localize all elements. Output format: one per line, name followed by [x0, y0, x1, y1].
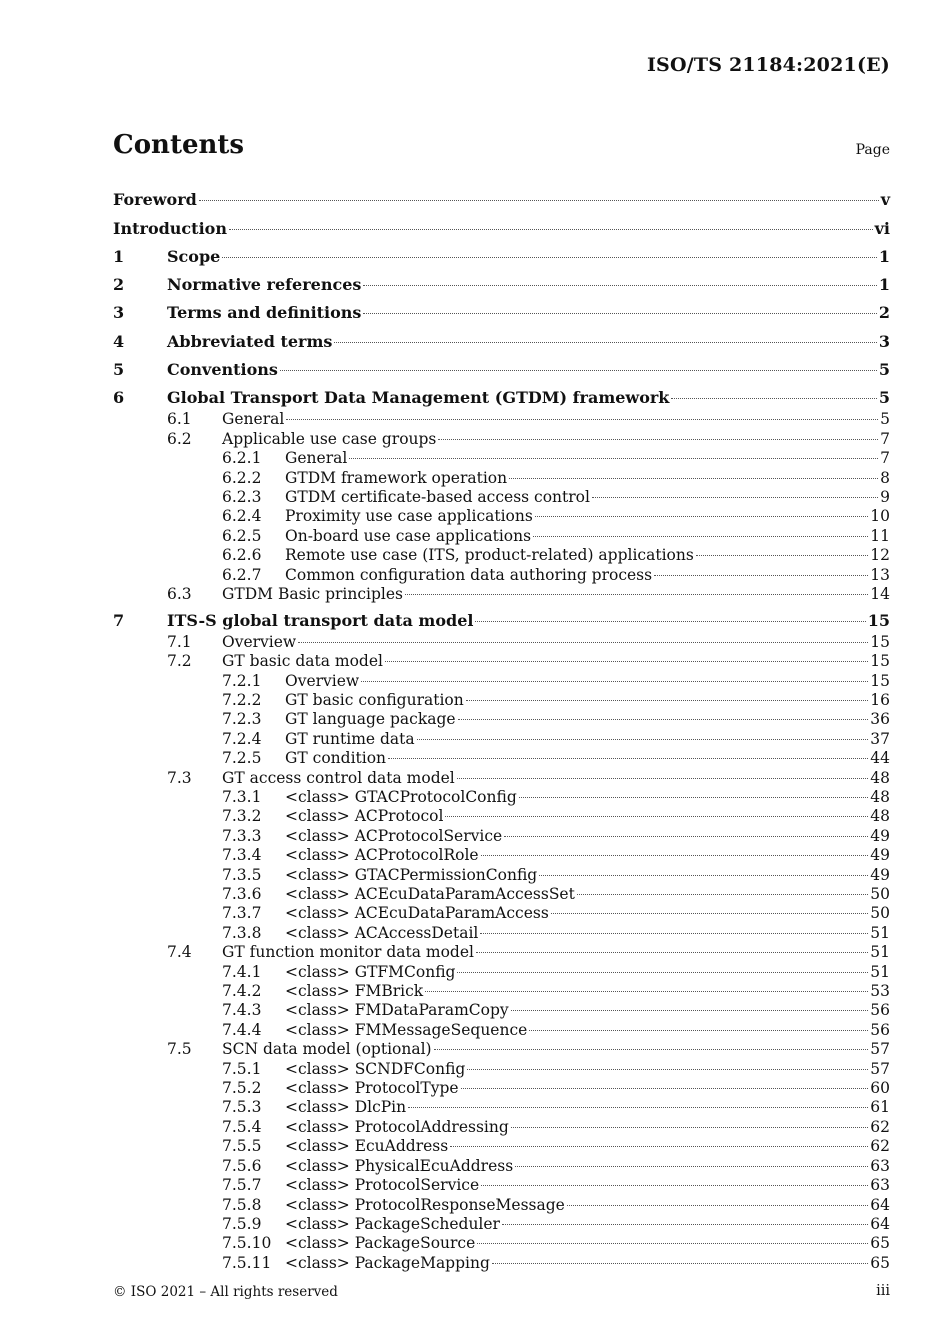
dot-leader	[476, 952, 868, 953]
toc-entry-title: <class> ACProtocolRole	[285, 846, 479, 865]
dot-leader	[349, 458, 878, 459]
dot-leader	[481, 1185, 868, 1186]
toc-entry-page: 44	[870, 749, 890, 768]
toc-entry-title: ITS-S global transport data model	[167, 610, 474, 630]
toc-entry-number: 2	[113, 275, 125, 295]
toc-entry-page: 5	[878, 388, 890, 408]
toc-entry[interactable]	[113, 1001, 890, 1020]
toc-entry-title: GTDM certificate-based access control	[285, 488, 590, 506]
toc-entry-page: 57	[870, 1040, 890, 1059]
toc-entry[interactable]	[113, 1021, 890, 1040]
toc-entry-title: GT function monitor data model	[222, 943, 474, 962]
toc-entry-page: 7	[880, 429, 890, 448]
toc-entry-title: <class> ACEcuDataParamAccess	[285, 904, 549, 923]
copyright-notice: © ISO 2021 – All rights reserved	[113, 1284, 338, 1300]
toc-entry-page: 57	[870, 1059, 890, 1078]
toc-entry-title: <class> PhysicalEcuAddress	[285, 1156, 514, 1175]
toc-entry-page: 16	[870, 690, 890, 709]
toc-entry[interactable]	[113, 1176, 890, 1195]
toc-entry-title: GTDM framework operation	[285, 468, 508, 487]
toc-entry-number: 7.2.3	[222, 710, 262, 729]
toc-entry[interactable]	[113, 691, 890, 710]
dot-leader	[577, 894, 868, 895]
toc-entry-page: 61	[870, 1098, 890, 1117]
dot-leader	[199, 200, 879, 201]
toc-entry-number: 7.3.8	[222, 923, 262, 942]
toc-entry[interactable]	[113, 633, 890, 652]
contents-heading: Contents	[113, 130, 245, 160]
toc-entry-title: Scope	[167, 246, 221, 266]
dot-leader	[535, 516, 868, 517]
toc-entry-page: 56	[870, 1001, 890, 1020]
toc-entry-title: Remote use case (ITS, product-related) applications	[285, 546, 694, 565]
toc-entry[interactable]	[113, 386, 890, 410]
toc-entry-title: <class> FMDataParamCopy	[285, 1001, 509, 1020]
toc-entry-title: GTDM Basic principles	[222, 585, 404, 604]
toc-entry[interactable]	[113, 1118, 890, 1137]
toc-entry-page: 62	[870, 1117, 890, 1136]
toc-entry-number: 1	[113, 246, 125, 266]
toc-entry[interactable]	[113, 188, 890, 212]
toc-entry-title: <class> PackageSource	[285, 1234, 476, 1253]
dot-leader	[461, 1088, 869, 1089]
toc-entry-page: 15	[870, 652, 890, 671]
toc-entry-number: 7.5	[167, 1040, 192, 1059]
toc-entry[interactable]	[113, 245, 890, 269]
toc-entry-number: 6	[113, 388, 125, 408]
toc-entry-number: 6.1	[167, 410, 192, 429]
toc-entry-title: <class> SCNDFConfig	[285, 1059, 466, 1078]
toc-entry-number: 7.1	[167, 632, 192, 651]
toc-entry[interactable]	[113, 585, 890, 604]
dot-leader	[438, 439, 878, 440]
toc-entry-page: 11	[870, 526, 890, 545]
toc-entry-title: SCN data model (optional)	[222, 1040, 432, 1059]
toc-entry-title: GT runtime data	[285, 729, 415, 748]
toc-entry-page: 65	[870, 1234, 890, 1253]
dot-leader	[492, 1263, 868, 1264]
toc-entry-number: 7.3.7	[222, 904, 262, 923]
toc-entry[interactable]	[113, 566, 890, 585]
dot-leader	[445, 816, 868, 817]
toc-entry-title: GT basic data model	[222, 652, 383, 671]
toc-entry-title: <class> PackageMapping	[285, 1253, 490, 1272]
dot-leader	[408, 1107, 868, 1108]
toc-entry-title: <class> GTFMConfig	[285, 962, 456, 981]
toc-entry-page: 15	[867, 610, 890, 630]
toc-entry-number: 7.5.1	[222, 1059, 262, 1078]
toc-entry-title: General	[285, 449, 348, 468]
toc-entry[interactable]	[113, 1234, 890, 1253]
toc-entry-title: Normative references	[167, 275, 362, 295]
toc-entry-number: 7.3.6	[222, 885, 262, 904]
dot-leader	[539, 875, 868, 876]
dot-leader	[515, 1166, 868, 1167]
toc-entry-page: 15	[870, 671, 890, 690]
toc-entry-number: 6.2	[167, 429, 192, 448]
toc-entry-number: 7.2.4	[222, 729, 262, 748]
toc-entry-number: 7.4.3	[222, 1001, 262, 1020]
toc-entry-number: 7.5.4	[222, 1117, 262, 1136]
toc-entry[interactable]	[113, 273, 890, 297]
toc-entry-number: 7.3	[167, 768, 192, 787]
toc-entry-page: 7	[880, 449, 890, 468]
toc-entry-number: 7.5.8	[222, 1195, 262, 1214]
toc-entry-page: 5	[880, 410, 890, 429]
dot-leader	[417, 739, 869, 740]
toc-entry[interactable]	[113, 1196, 890, 1215]
toc-entry[interactable]	[113, 730, 890, 749]
toc-entry-title: Abbreviated terms	[167, 331, 333, 351]
toc-entry[interactable]	[113, 1157, 890, 1176]
toc-entry-page: 64	[870, 1214, 890, 1233]
dot-leader	[551, 913, 868, 914]
dot-leader	[334, 342, 876, 343]
dot-leader	[467, 1069, 868, 1070]
toc-entry-number: 7.5.3	[222, 1098, 262, 1117]
toc-entry-page: 48	[870, 807, 890, 826]
toc-entry-title: GT condition	[285, 749, 387, 768]
toc-entry-title: Common configuration data authoring process	[285, 565, 653, 584]
toc-entry[interactable]	[113, 652, 890, 671]
toc-entry-page: 3	[878, 331, 890, 351]
toc-entry[interactable]	[113, 1079, 890, 1098]
dot-leader	[363, 285, 876, 286]
toc-entry-number: 6.2.7	[222, 565, 262, 584]
toc-entry-page: 48	[870, 768, 890, 787]
toc-entry[interactable]	[113, 710, 890, 729]
toc-entry-page: 12	[870, 546, 890, 565]
toc-entry-number: 6.3	[167, 585, 192, 604]
toc-entry-number: 6.2.2	[222, 468, 262, 487]
toc-entry-number: 7.5.11	[222, 1253, 272, 1272]
toc-entry[interactable]	[113, 885, 890, 904]
toc-entry-number: 7.3.5	[222, 865, 262, 884]
toc-entry-title: <class> ACEcuDataParamAccessSet	[285, 885, 575, 904]
toc-entry[interactable]	[113, 788, 890, 807]
toc-entry-page: 1	[878, 275, 890, 295]
toc-entry-title: <class> PackageScheduler	[285, 1214, 500, 1233]
toc-entry-page: 37	[870, 729, 890, 748]
toc-entry-title: Overview	[222, 632, 297, 651]
dot-leader	[457, 778, 869, 779]
toc-entry-title: <class> ACAccessDetail	[285, 923, 479, 942]
toc-entry-page: vi	[874, 218, 890, 238]
toc-entry-page: 13	[870, 565, 890, 584]
dot-leader	[457, 972, 868, 973]
toc-entry-number: 7.5.5	[222, 1137, 262, 1156]
toc-entry-number: 7.2.5	[222, 749, 262, 768]
toc-entry-number: 7.3.2	[222, 807, 262, 826]
dot-leader	[519, 797, 869, 798]
dot-leader	[511, 1010, 869, 1011]
toc-entry[interactable]	[113, 924, 890, 943]
toc-entry-number: 4	[113, 331, 125, 351]
dot-leader	[671, 398, 876, 399]
toc-entry-page: 51	[870, 943, 890, 962]
toc-entry-title: <class> ACProtocolService	[285, 826, 503, 845]
dot-leader	[509, 478, 878, 479]
toc-entry-page: 53	[870, 982, 890, 1001]
toc-entry-number: 6.2.1	[222, 449, 262, 468]
toc-entry[interactable]	[113, 904, 890, 923]
toc-entry[interactable]	[113, 1137, 890, 1156]
toc-entry-title: Introduction	[113, 218, 227, 238]
toc-entry-title: On-board use case applications	[285, 526, 532, 545]
toc-entry[interactable]	[113, 846, 890, 865]
toc-entry[interactable]	[113, 488, 890, 507]
toc-entry-number: 5	[113, 360, 125, 380]
dot-leader	[450, 1146, 868, 1147]
footer-page-number: iii	[876, 1283, 890, 1299]
toc-entry-page: 50	[870, 885, 890, 904]
dot-leader	[533, 536, 868, 537]
toc-entry-title: <class> FMBrick	[285, 982, 424, 1001]
toc-entry-title: Proximity use case applications	[285, 507, 533, 526]
toc-entry-page: 60	[870, 1079, 890, 1098]
toc-entry[interactable]	[113, 449, 890, 468]
toc-entry[interactable]	[113, 301, 890, 325]
toc-entry-page: v	[880, 190, 890, 210]
toc-entry[interactable]	[113, 330, 890, 354]
toc-entry-title: GT language package	[285, 710, 456, 729]
dot-leader	[458, 719, 869, 720]
dot-leader	[654, 575, 868, 576]
toc-entry-title: <class> DlcPin	[285, 1098, 407, 1117]
toc-entry-title: Overview	[285, 671, 360, 690]
dot-leader	[405, 594, 868, 595]
toc-entry-number: 6.2.3	[222, 488, 262, 506]
toc-entry-page: 50	[870, 904, 890, 923]
toc-entry-title: <class> EcuAddress	[285, 1137, 449, 1156]
toc-entry-title: <class> ProtocolService	[285, 1176, 480, 1195]
toc-entry-title: Conventions	[167, 360, 278, 380]
toc-entry-title: Foreword	[113, 190, 197, 210]
toc-entry-page: 48	[870, 787, 890, 806]
toc-entry-number: 7.3.1	[222, 787, 262, 806]
toc-entry[interactable]	[113, 982, 890, 1001]
toc-entry-page: 9	[880, 488, 890, 506]
dot-leader	[511, 1127, 868, 1128]
toc-entry-number: 7.4.1	[222, 962, 262, 981]
toc-entry-title: <class> ProtocolType	[285, 1079, 459, 1098]
toc-entry-page: 51	[870, 962, 890, 981]
toc-entry[interactable]	[113, 672, 890, 691]
toc-entry[interactable]	[113, 546, 890, 565]
toc-entry-page: 10	[870, 507, 890, 526]
dot-leader	[363, 313, 876, 314]
toc-entry[interactable]	[113, 507, 890, 526]
dot-leader	[280, 370, 877, 371]
toc-entry[interactable]	[113, 749, 890, 768]
toc-entry-title: Applicable use case groups	[222, 429, 437, 448]
toc-entry-number: 7.4	[167, 943, 192, 962]
toc-entry-number: 7.2.2	[222, 690, 262, 709]
toc-entry-title: Global Transport Data Management (GTDM) framework	[167, 388, 670, 408]
toc-entry-page: 2	[878, 303, 890, 323]
toc-entry-number: 7.4.4	[222, 1020, 262, 1039]
dot-leader	[529, 1030, 868, 1031]
toc-entry-title: General	[222, 410, 285, 429]
dot-leader	[425, 991, 868, 992]
toc-entry-page: 64	[870, 1195, 890, 1214]
dot-leader	[385, 661, 868, 662]
toc-entry[interactable]	[113, 807, 890, 826]
dot-leader	[229, 229, 873, 230]
toc-entry-number: 3	[113, 303, 125, 323]
toc-entry-number: 7.5.9	[222, 1214, 262, 1233]
toc-entry-number: 7.4.2	[222, 982, 262, 1001]
toc-entry-title: GT basic configuration	[285, 690, 464, 709]
dot-leader	[434, 1049, 869, 1050]
toc-entry[interactable]	[113, 1098, 890, 1117]
toc-entry-number: 7	[113, 610, 125, 630]
toc-entry[interactable]	[113, 469, 890, 488]
toc-entry-page: 62	[870, 1137, 890, 1156]
toc-entry[interactable]	[113, 827, 890, 846]
dot-leader	[480, 933, 868, 934]
toc-entry-number: 6.2.6	[222, 546, 262, 565]
dot-leader	[361, 681, 868, 682]
toc-entry-page: 49	[870, 865, 890, 884]
toc-entry-number: 7.5.10	[222, 1234, 272, 1253]
toc-entry-number: 6.2.4	[222, 507, 262, 526]
dot-leader	[298, 642, 868, 643]
toc-entry-title: <class> ProtocolResponseMessage	[285, 1195, 565, 1214]
toc-entry-number: 7.2.1	[222, 671, 262, 690]
toc-entry-number: 6.2.5	[222, 526, 262, 545]
dot-leader	[567, 1205, 868, 1206]
dot-leader	[286, 419, 878, 420]
toc-entry-page: 14	[870, 585, 890, 604]
toc-entry-number: 7.5.2	[222, 1079, 262, 1098]
toc-entry-page: 49	[870, 826, 890, 845]
toc-entry-title: <class> GTACProtocolConfig	[285, 787, 517, 806]
toc-entry-page: 56	[870, 1020, 890, 1039]
dot-leader	[592, 497, 878, 498]
dot-leader	[477, 1243, 868, 1244]
toc-entry-number: 7.3.4	[222, 846, 262, 865]
toc-entry[interactable]	[113, 1040, 890, 1059]
toc-entry-page: 51	[870, 923, 890, 942]
toc-entry[interactable]	[113, 358, 890, 382]
toc-entry[interactable]	[113, 410, 890, 429]
dot-leader	[481, 855, 869, 856]
dot-leader	[388, 758, 868, 759]
dot-leader	[222, 257, 877, 258]
document-id: ISO/TS 21184:2021(E)	[646, 54, 890, 76]
table-of-contents	[113, 184, 890, 1273]
toc-entry-page: 8	[880, 468, 890, 487]
dot-leader	[475, 621, 865, 622]
toc-entry-title: <class> FMMessageSequence	[285, 1020, 528, 1039]
page-column-label: Page	[855, 142, 890, 158]
toc-entry[interactable]	[113, 1254, 890, 1273]
toc-entry-page: 49	[870, 846, 890, 865]
toc-entry-page: 1	[878, 246, 890, 266]
toc-entry-page: 36	[870, 710, 890, 729]
toc-entry[interactable]	[113, 609, 890, 633]
dot-leader	[696, 555, 868, 556]
toc-entry-page: 15	[870, 632, 890, 651]
toc-entry[interactable]	[113, 1215, 890, 1234]
toc-entry-title: <class> ACProtocol	[285, 807, 444, 826]
toc-entry-title: Terms and definitions	[167, 303, 362, 323]
toc-entry-page: 63	[870, 1156, 890, 1175]
toc-entry-page: 65	[870, 1253, 890, 1272]
toc-entry[interactable]	[113, 430, 890, 449]
toc-entry[interactable]	[113, 943, 890, 962]
dot-leader	[466, 700, 869, 701]
toc-entry[interactable]	[113, 1060, 890, 1079]
toc-entry[interactable]	[113, 217, 890, 241]
toc-entry[interactable]	[113, 769, 890, 788]
toc-entry-number: 7.5.6	[222, 1156, 262, 1175]
toc-entry-number: 7.3.3	[222, 826, 262, 845]
toc-entry-title: <class> GTACPermissionConfig	[285, 865, 538, 884]
toc-entry-title: <class> ProtocolAddressing	[285, 1117, 509, 1136]
toc-entry-page: 63	[870, 1176, 890, 1195]
toc-entry-page: 5	[878, 360, 890, 380]
toc-entry[interactable]	[113, 866, 890, 885]
toc-entry-number: 7.5.7	[222, 1176, 262, 1195]
toc-entry-number: 7.2	[167, 652, 192, 671]
toc-entry-title: GT access control data model	[222, 768, 455, 787]
toc-entry[interactable]	[113, 527, 890, 546]
toc-entry[interactable]	[113, 963, 890, 982]
dot-leader	[502, 1224, 868, 1225]
dot-leader	[504, 836, 868, 837]
